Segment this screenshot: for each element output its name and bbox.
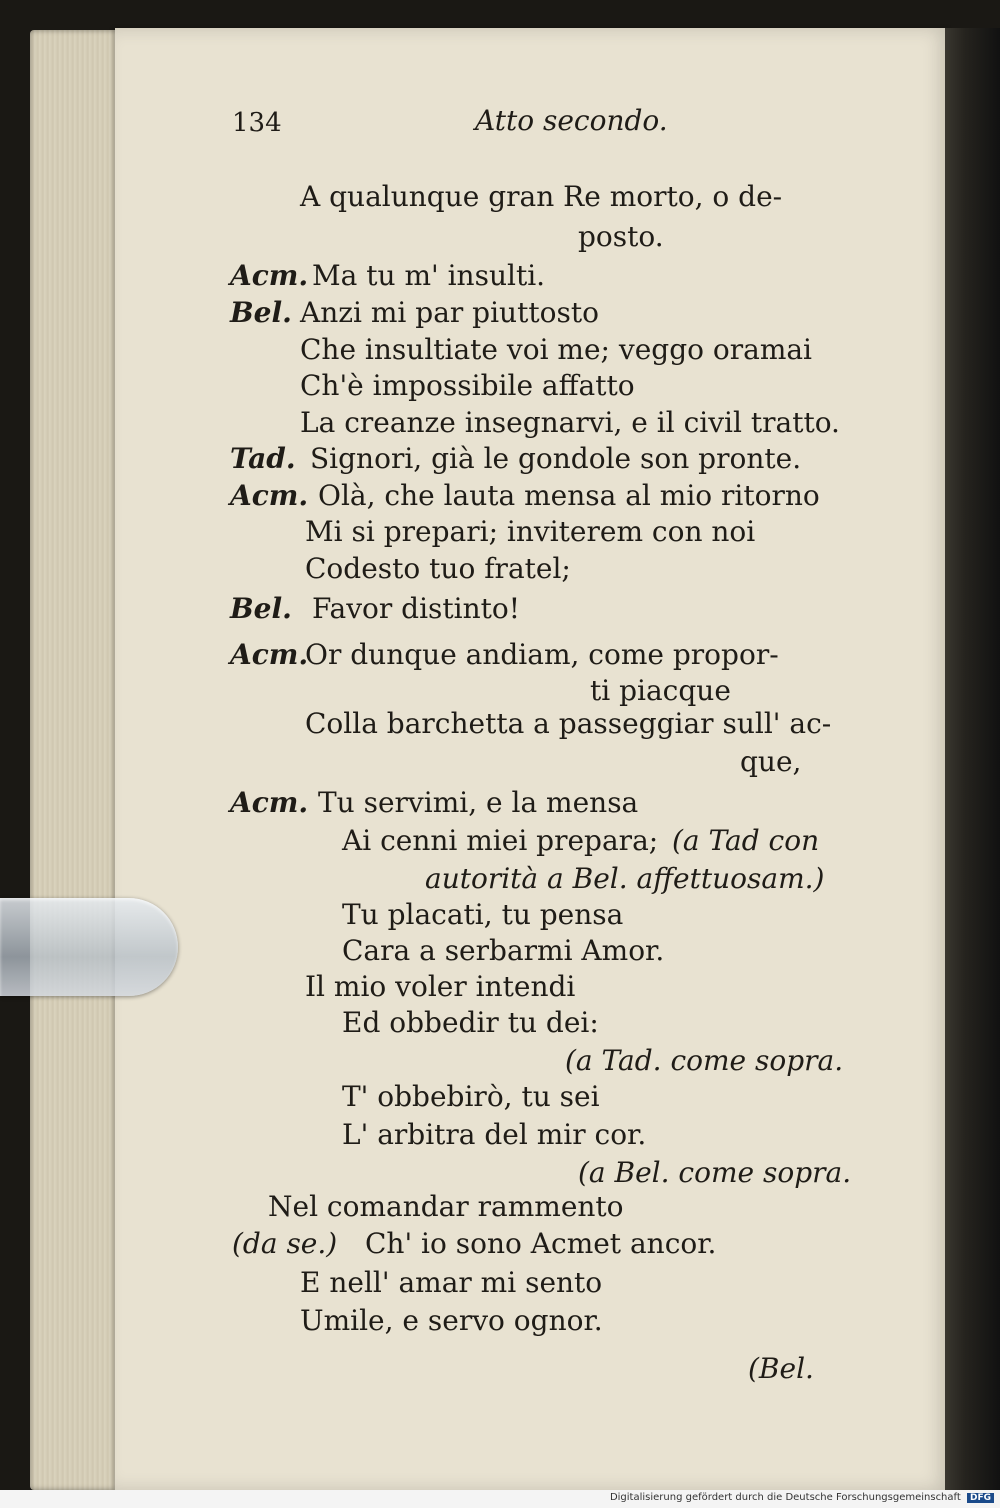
text-line: La creanze insegnarvi, e il civil tratto. bbox=[300, 406, 840, 439]
running-title: Atto secondo. bbox=[475, 104, 668, 137]
text-line: Il mio voler intendi bbox=[305, 970, 576, 1003]
text-line: Umile, e servo ognor. bbox=[300, 1304, 603, 1337]
stage-direction: (a Bel. come sopra. bbox=[578, 1156, 852, 1189]
speaker-label: Acm. bbox=[230, 479, 309, 512]
text-line: Or dunque andiam, come propor- bbox=[305, 638, 779, 671]
stage-direction: (a Tad con bbox=[672, 824, 820, 857]
stage-direction: autorità a Bel. affettuosam.) bbox=[425, 862, 825, 895]
text-line: Nel comandar rammento bbox=[268, 1190, 624, 1223]
glass-page-clip bbox=[0, 898, 178, 996]
text-line: E nell' amar mi sento bbox=[300, 1266, 603, 1299]
text-line: Ch'è impossibile affatto bbox=[300, 369, 635, 402]
book-gutter bbox=[945, 28, 1000, 1490]
stage-direction: (a Tad. come sopra. bbox=[565, 1044, 844, 1077]
text-line: Che insultiate voi me; veggo oramai bbox=[300, 333, 813, 366]
text-line: ti piacque bbox=[590, 674, 731, 707]
page-number: 134 bbox=[232, 108, 282, 138]
speaker-label: Acm. bbox=[230, 259, 309, 292]
text-line: que, bbox=[740, 745, 802, 778]
text-line: Anzi mi par piuttosto bbox=[300, 296, 599, 329]
speaker-label: Bel. bbox=[230, 592, 292, 625]
text-line: Ed obbedir tu dei: bbox=[342, 1006, 599, 1039]
text-line: Tu servimi, e la mensa bbox=[318, 786, 639, 819]
dfg-logo: DFG bbox=[967, 1493, 994, 1503]
text-line: L' arbitra del mir cor. bbox=[342, 1118, 647, 1151]
text-line: Signori, già le gondole son pronte. bbox=[310, 442, 802, 475]
stage-direction: (da se.) bbox=[232, 1227, 338, 1260]
speaker-label: Acm. bbox=[230, 638, 309, 671]
digitization-credit bbox=[610, 1492, 994, 1503]
speaker-label: Acm. bbox=[230, 786, 309, 819]
text-line: Colla barchetta a passeggiar sull' ac- bbox=[305, 707, 832, 740]
text-line: Cara a serbarmi Amor. bbox=[342, 934, 665, 967]
text-line: Ch' io sono Acmet ancor. bbox=[365, 1227, 717, 1260]
text-line: Olà, che lauta mensa al mio ritorno bbox=[318, 479, 820, 512]
text-line: Mi si prepari; inviterem con noi bbox=[305, 515, 756, 548]
text-line: Tu placati, tu pensa bbox=[342, 898, 624, 931]
text-line: T' obbebirò, tu sei bbox=[342, 1080, 600, 1113]
text-line: Ai cenni miei prepara; bbox=[342, 824, 659, 857]
credit-text: Digitalisierung gefördert durch die Deutsche Forschungsgemeinschaft bbox=[609, 1492, 961, 1503]
text-line: Favor distinto! bbox=[312, 592, 521, 625]
catchword: (Bel. bbox=[748, 1352, 814, 1385]
speaker-label: Bel. bbox=[230, 296, 292, 329]
text-line: posto. bbox=[578, 220, 664, 253]
speaker-label: Tad. bbox=[230, 442, 296, 475]
text-line: A qualunque gran Re morto, o de- bbox=[300, 180, 783, 213]
text-line: Ma tu m' insulti. bbox=[312, 259, 546, 292]
text-line: Codesto tuo fratel; bbox=[305, 552, 571, 585]
